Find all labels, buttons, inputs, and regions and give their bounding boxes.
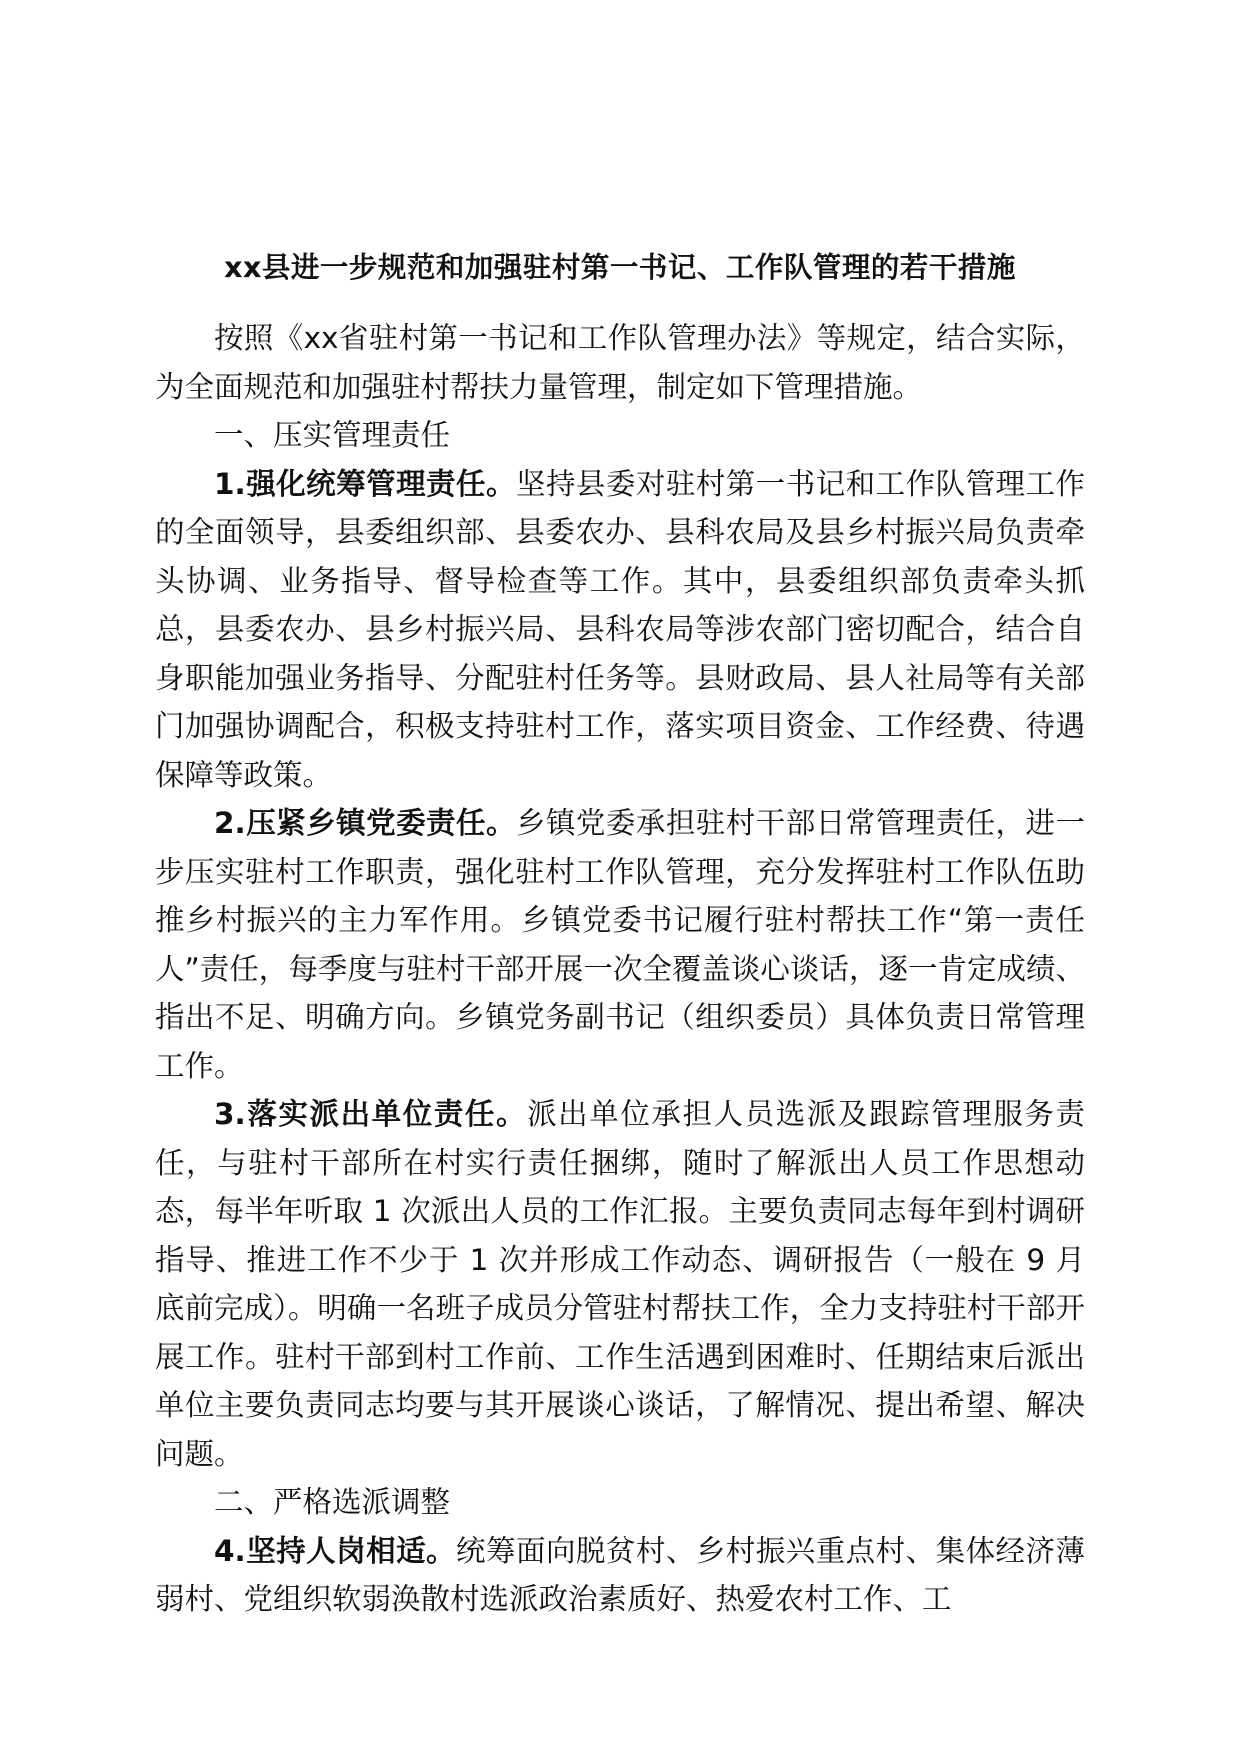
- section-heading-2: 二、严格选派调整: [214, 1485, 451, 1519]
- document-title: xx县进一步规范和加强驻村第一书记、工作队管理的若干措施: [224, 251, 1016, 284]
- item-body-1: 坚持县委对驻村第一书记和工作队管理工作的全面领导，县委组织部、县委农办、县科农局及县乡村振兴局负责牵头协调、业务指导、督导检查等工作。其中，县委组织部负责牵头抓总，县委农办、县乡村振兴局、县科农局等涉农部门密切配合，结合自身职能加强业务指导、分配驻村任务等。县财政局、县人社局等有关部门加强协调配合，积极支持驻村工作，落实项目资金、工作经费、待遇保障等政策。: [155, 466, 1085, 792]
- item-lead-1: 1.强化统筹管理责任。: [214, 466, 516, 501]
- item-body-3: 派出单位承担人员选派及跟踪管理服务责任，与驻村干部所在村实行责任捆绑，随时了解派出人员工作思想动态，每半年听取 1 次派出人员的工作汇报。主要负责同志每年到村调研指导、推进工作不少于 1 次并形成工作动态、调研报告（一般在 9 月底前完成）。明确一名班子成员分管驻村帮扶工作，全力支持驻村干部开展工作。驻村干部到村工作前、工作生活遇到困难时、任期结束后派出单位主要负责同志均要与其开展谈心谈话，了解情况、提出希望、解决问题。: [155, 1097, 1085, 1471]
- item-body-4: 统筹面向脱贫村、乡村振兴重点村、集体经济薄弱村、党组织软弱涣散村选派政治素质好、热爱农村工作、工: [155, 1533, 1085, 1616]
- item-body-2: 乡镇党委承担驻村干部日常管理责任，进一步压实驻村工作职责，强化驻村工作队管理，充分发挥驻村工作队伍助推乡村振兴的主力军作用。乡镇党委书记履行驻村帮扶工作“第一责任人”责任，每季度与驻村干部开展一次全覆盖谈心谈话，逐一肯定成绩、指出不足、明确方向。乡镇党务副书记（组织委员）具体负责日常管理工作。: [155, 806, 1085, 1083]
- item-lead-4: 4.坚持人岗相适。: [214, 1533, 457, 1568]
- item-paragraph-4: [155, 1527, 1085, 1624]
- item-paragraph-2: [155, 799, 1085, 1090]
- item-paragraph-1: [155, 460, 1085, 800]
- item-paragraph-3: [155, 1090, 1085, 1478]
- item-lead-2: 2.压紧乡镇党委责任。: [214, 806, 516, 840]
- section-heading-1: 一、压实管理责任: [214, 418, 451, 452]
- intro-paragraph: 按照《xx省驻村第一书记和工作队管理办法》等规定，结合实际，为全面规范和加强驻村帮扶力量管理，制定如下管理措施。: [155, 321, 1085, 404]
- document-page: [155, 248, 1085, 1624]
- item-lead-3: 3.落实派出单位责任。: [214, 1097, 528, 1131]
